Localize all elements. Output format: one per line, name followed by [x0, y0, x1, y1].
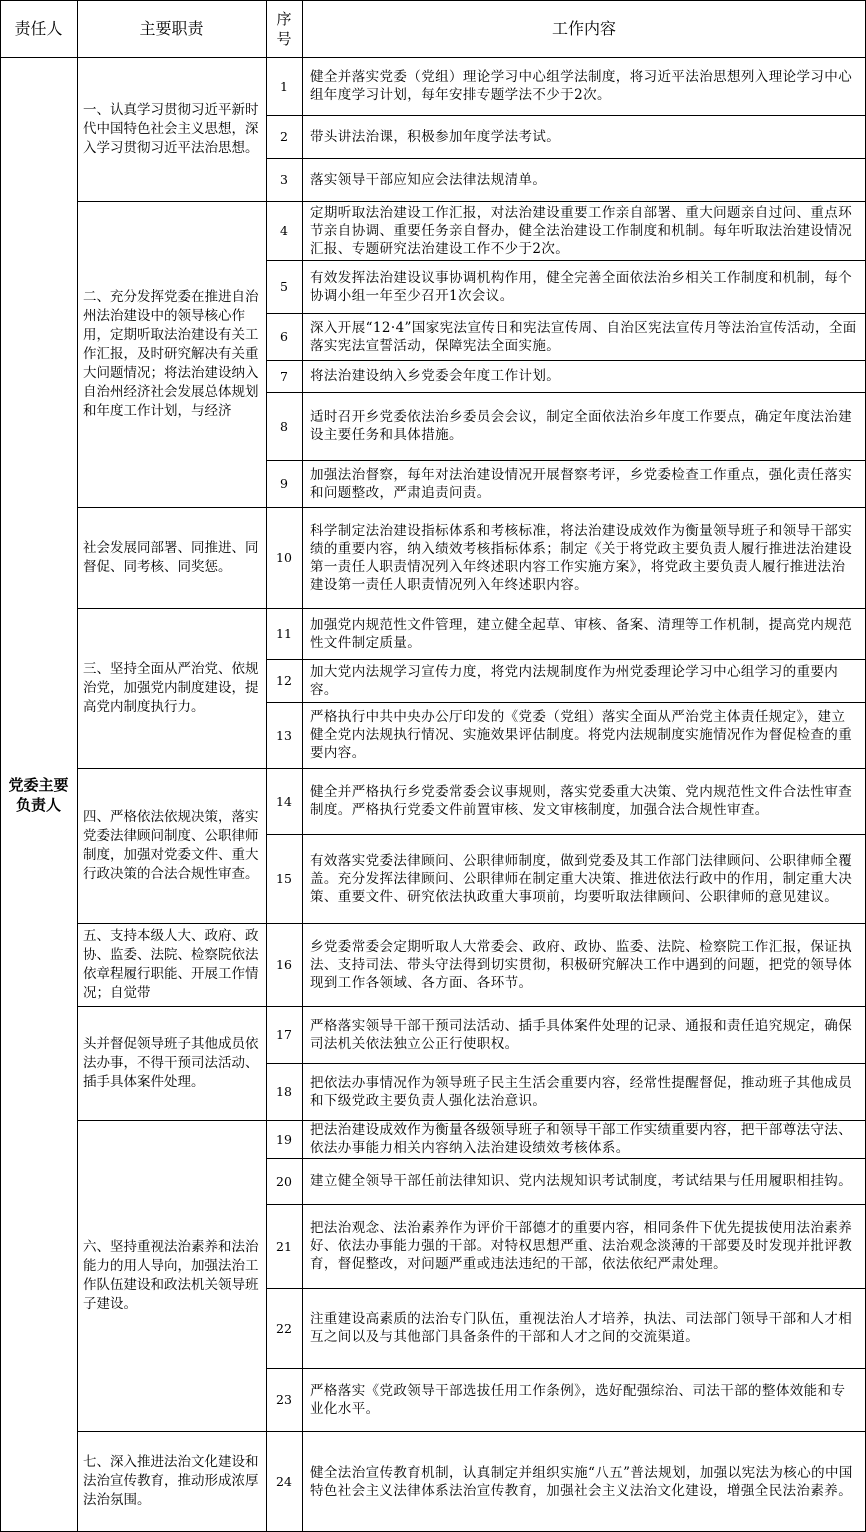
- row-divider: [266, 659, 866, 660]
- table-border: [0, 0, 1, 1532]
- item-number: 12: [276, 673, 292, 688]
- item-number: 15: [276, 871, 292, 886]
- item-content: 落实领导干部应知应会法律法规清单。: [310, 171, 547, 188]
- item-number: 20: [276, 1173, 292, 1189]
- item-number: 24: [276, 1474, 292, 1489]
- item-number: 16: [276, 957, 292, 972]
- item-content: 把依法办事情况作为领导班子民主生活会重要内容，经常性提醒督促，推动班子其他成员和下级党政主要负责人强化法治意识。: [310, 1074, 853, 1109]
- item-content: 将法治建设纳入乡党委会年度工作计划。: [310, 368, 561, 384]
- item-number: 10: [276, 550, 292, 565]
- header-seq-line1: 序: [276, 9, 292, 28]
- item-content: 定期听取法治建设工作汇报，对法治建设重要工作亲自部署、重大问题亲自过问、重点环节亲自协调、重要任务亲自督办，健全法治建设工作制度和机制。每年听取法治建设情况汇报、专题研究法治建设工作不少于2次。: [310, 204, 853, 257]
- item-content: 建立健全领导干部任前法律知识、党内法规知识考试制度，考试结果与任用履职相挂钩。: [310, 1173, 853, 1189]
- duty-cell: 社会发展同部署、同推进、同督促、同考核、同奖惩。: [83, 539, 259, 575]
- item-number: 7: [280, 368, 288, 384]
- row-divider: [266, 834, 866, 835]
- row-divider: [266, 158, 866, 159]
- duty-cell: 五、支持本级人大、政府、政协、监委、法院、检察院依法依章程履行职能、开展工作情况；自觉带: [83, 927, 259, 1001]
- row-divider: [266, 313, 866, 314]
- item-number: 9: [280, 476, 288, 491]
- item-number: 17: [276, 1027, 292, 1042]
- table-border: [0, 0, 866, 1]
- duty-cell: 四、严格依法依规决策，落实党委法律顾问制度、公职律师制度，加强对党委文件、重大行政决策的合法合规性审查。: [83, 808, 259, 882]
- item-content: 有效发挥法治建设议事协调机构作用，健全完善全面依法治乡相关工作制度和机制，每个协调小组一年至少召开1次会议。: [310, 269, 853, 304]
- owner-line1: 党委主要: [8, 775, 69, 794]
- item-content: 严格落实《党政领导干部选拔任用工作条例》，选好配强综治、司法干部的整体效能和专业化水平。: [310, 1382, 846, 1417]
- header-seq-line2: 号: [276, 29, 292, 48]
- column-divider: [77, 0, 78, 1532]
- row-divider: [266, 1063, 866, 1064]
- header-content: 工作内容: [551, 18, 616, 38]
- item-content: 科学制定法治建设指标体系和考核标准，将法治建设成效作为衡量领导班子和领导干部实绩的重要内容，纳入绩效考核指标体系；制定《关于将党政主要负责人履行推进法治建设第一责任人职责情况列入年终述职内容工作实施方案》，将党政主要负责人履行推进法治建设第一责任人职责情况列入年终述职内容。: [310, 522, 853, 593]
- duty-cell: 头并督促领导班子其他成员依法办事，不得干预司法活动、插手具体案件处理。: [83, 1035, 259, 1090]
- row-divider: [77, 1120, 866, 1121]
- column-divider: [266, 0, 267, 1532]
- item-number: 23: [276, 1392, 292, 1407]
- item-content: 加大党内法规学习宣传力度，将党内法规制度作为州党委理论学习中心组学习的重要内容。: [310, 663, 839, 698]
- item-number: 11: [276, 626, 292, 641]
- item-number: 21: [276, 1238, 292, 1254]
- item-content: 加强党内规范性文件管理，建立健全起草、审核、备案、清理等工作机制，提高党内规范性文件制定质量。: [310, 616, 853, 651]
- item-number: 18: [276, 1084, 292, 1099]
- row-divider: [266, 1204, 866, 1205]
- item-number: 14: [276, 793, 292, 809]
- row-divider: [77, 1431, 866, 1432]
- item-number: 1: [280, 78, 288, 94]
- row-divider: [77, 608, 866, 609]
- row-divider: [77, 768, 866, 769]
- item-content: 深入开展“12·4”国家宪法宣传日和宪法宣传周、自治区宪法宣传月等法治宣传活动，全面落实宪法宣誓活动，保障宪法全面实施。: [310, 319, 857, 354]
- item-number: 13: [276, 727, 292, 743]
- header-owner: 责任人: [14, 18, 63, 38]
- item-content: 严格执行中共中央办公厅印发的《党委（党组）落实全面从严治党主体责任规定》，建立健全党内法规执行情况、实施效果评估制度。将党内法规制度实施情况作为督促检查的重要内容。: [310, 709, 853, 761]
- column-divider: [302, 0, 303, 1532]
- row-divider: [266, 1368, 866, 1369]
- item-content: 注重建设高素质的法治专门队伍，重视法治人才培养，执法、司法部门领导干部和人才相互之间以及与其他部门具备条件的干部和人才之间的交流渠道。: [310, 1311, 853, 1345]
- row-divider: [77, 201, 866, 202]
- item-content: 适时召开乡党委依法治乡委员会会议，制定全面依法治乡年度工作要点，确定年度法治建设主要任务和具体措施。: [310, 409, 853, 443]
- item-number: 5: [280, 279, 288, 294]
- duty-cell: 三、坚持全面从严治党、依规治党，加强党内制度建设，提高党内制度执行力。: [83, 660, 259, 715]
- duty-cell: 七、深入推进法治文化建设和法治宣传教育，推动形成浓厚法治氛围。: [83, 1454, 259, 1508]
- header-duty: 主要职责: [139, 18, 204, 38]
- item-content: 把法治观念、法治素养作为评价干部德才的重要内容，相同条件下优先提拔使用法治素养好、依法办事能力强的干部。对特权思想严重、法治观念淡薄的干部要及时发现并批评教育，督促整改，对问题严重或违法违纪的干部，依法依纪严肃处理。: [310, 1220, 853, 1272]
- owner-line2: 负责人: [15, 795, 61, 814]
- row-divider: [266, 1158, 866, 1159]
- row-divider: [266, 702, 866, 703]
- row-divider: [266, 360, 866, 361]
- item-content: 有效落实党委法律顾问、公职律师制度，做到党委及其工作部门法律顾问、公职律师全覆盖。充分发挥法律顾问、公职律师在制定重大决策、推进依法行政中的作用，制定重大决策、重要文件、研究依法执政重大事项前，均要听取法律顾问、公职律师的意见建议。: [310, 852, 853, 905]
- row-divider: [266, 1288, 866, 1289]
- item-content: 健全并落实党委（党组）理论学习中心组学法制度，将习近平法治思想列入理论学习中心组年度学习计划，每年安排专题学法不少于2次。: [310, 69, 853, 103]
- item-content: 严格落实领导干部干预司法活动、插手具体案件处理的记录、通报和责任追究规定，确保司法机关依法独立公正行使职权。: [310, 1017, 853, 1052]
- item-content: 健全法治宣传教育机制，认真制定并组织实施“八五”普法规划，加强以宪法为核心的中国特色社会主义法律体系法治宣传教育，加强社会主义法治文化建设，增强全民法治素养。: [310, 1464, 853, 1499]
- item-number: 2: [280, 129, 288, 144]
- header-seq: [266, 0, 302, 57]
- owner-cell: [0, 57, 77, 1532]
- header-divider: [0, 57, 866, 58]
- row-divider: [77, 1006, 866, 1007]
- item-content: 健全并严格执行乡党委常委会议事规则，落实党委重大决策、党内规范性文件合法性审查制度。严格执行党委文件前置审核、发文审核制度，加强合法合规性审查。: [310, 784, 853, 818]
- row-divider: [266, 460, 866, 461]
- duty-cell: 六、坚持重视法治素养和法治能力的用人导向，加强法治工作队伍建设和政法机关领导班子建设。: [83, 1238, 259, 1312]
- row-divider: [266, 115, 866, 116]
- item-number: 3: [280, 172, 288, 187]
- duty-cell: 二、充分发挥党委在推进自治州法治建设中的领导核心作用，定期听取法治建设有关工作汇报，及时研究解决有关重大问题情况；将法治建设纳入自治州经济社会发展总体规划和年度工作计划，与经济: [83, 288, 259, 419]
- row-divider: [266, 392, 866, 393]
- item-content: 乡党委常委会定期听取人大常委会、政府、政协、监委、法院、检察院工作汇报，保证执法、支持司法、带头守法得到切实贯彻，积极研究解决工作中遇到的问题，把党的领导体现到工作各领域、各方面、各环节。: [310, 938, 853, 991]
- item-content: 把法治建设成效作为衡量各级领导班子和领导干部工作实绩重要内容，把干部尊法守法、依法办事能力相关内容纳入法治建设绩效考核体系。: [310, 1122, 853, 1156]
- row-divider: [77, 507, 866, 508]
- item-content: 带头讲法治课，积极参加年度学法考试。: [310, 128, 561, 145]
- item-content: 加强法治督察，每年对法治建设情况开展督察考评，乡党委检查工作重点，强化责任落实和问题整改，严肃追责问责。: [310, 466, 853, 501]
- item-number: 8: [280, 418, 288, 434]
- row-divider: [77, 923, 866, 924]
- item-number: 4: [280, 223, 288, 238]
- item-number: 6: [280, 329, 288, 344]
- item-number: 22: [276, 1320, 292, 1336]
- row-divider: [266, 260, 866, 261]
- duty-cell: 一、认真学习贯彻习近平新时代中国特色社会主义思想，深入学习贯彻习近平法治思想。: [83, 101, 259, 156]
- item-number: 19: [276, 1131, 292, 1147]
